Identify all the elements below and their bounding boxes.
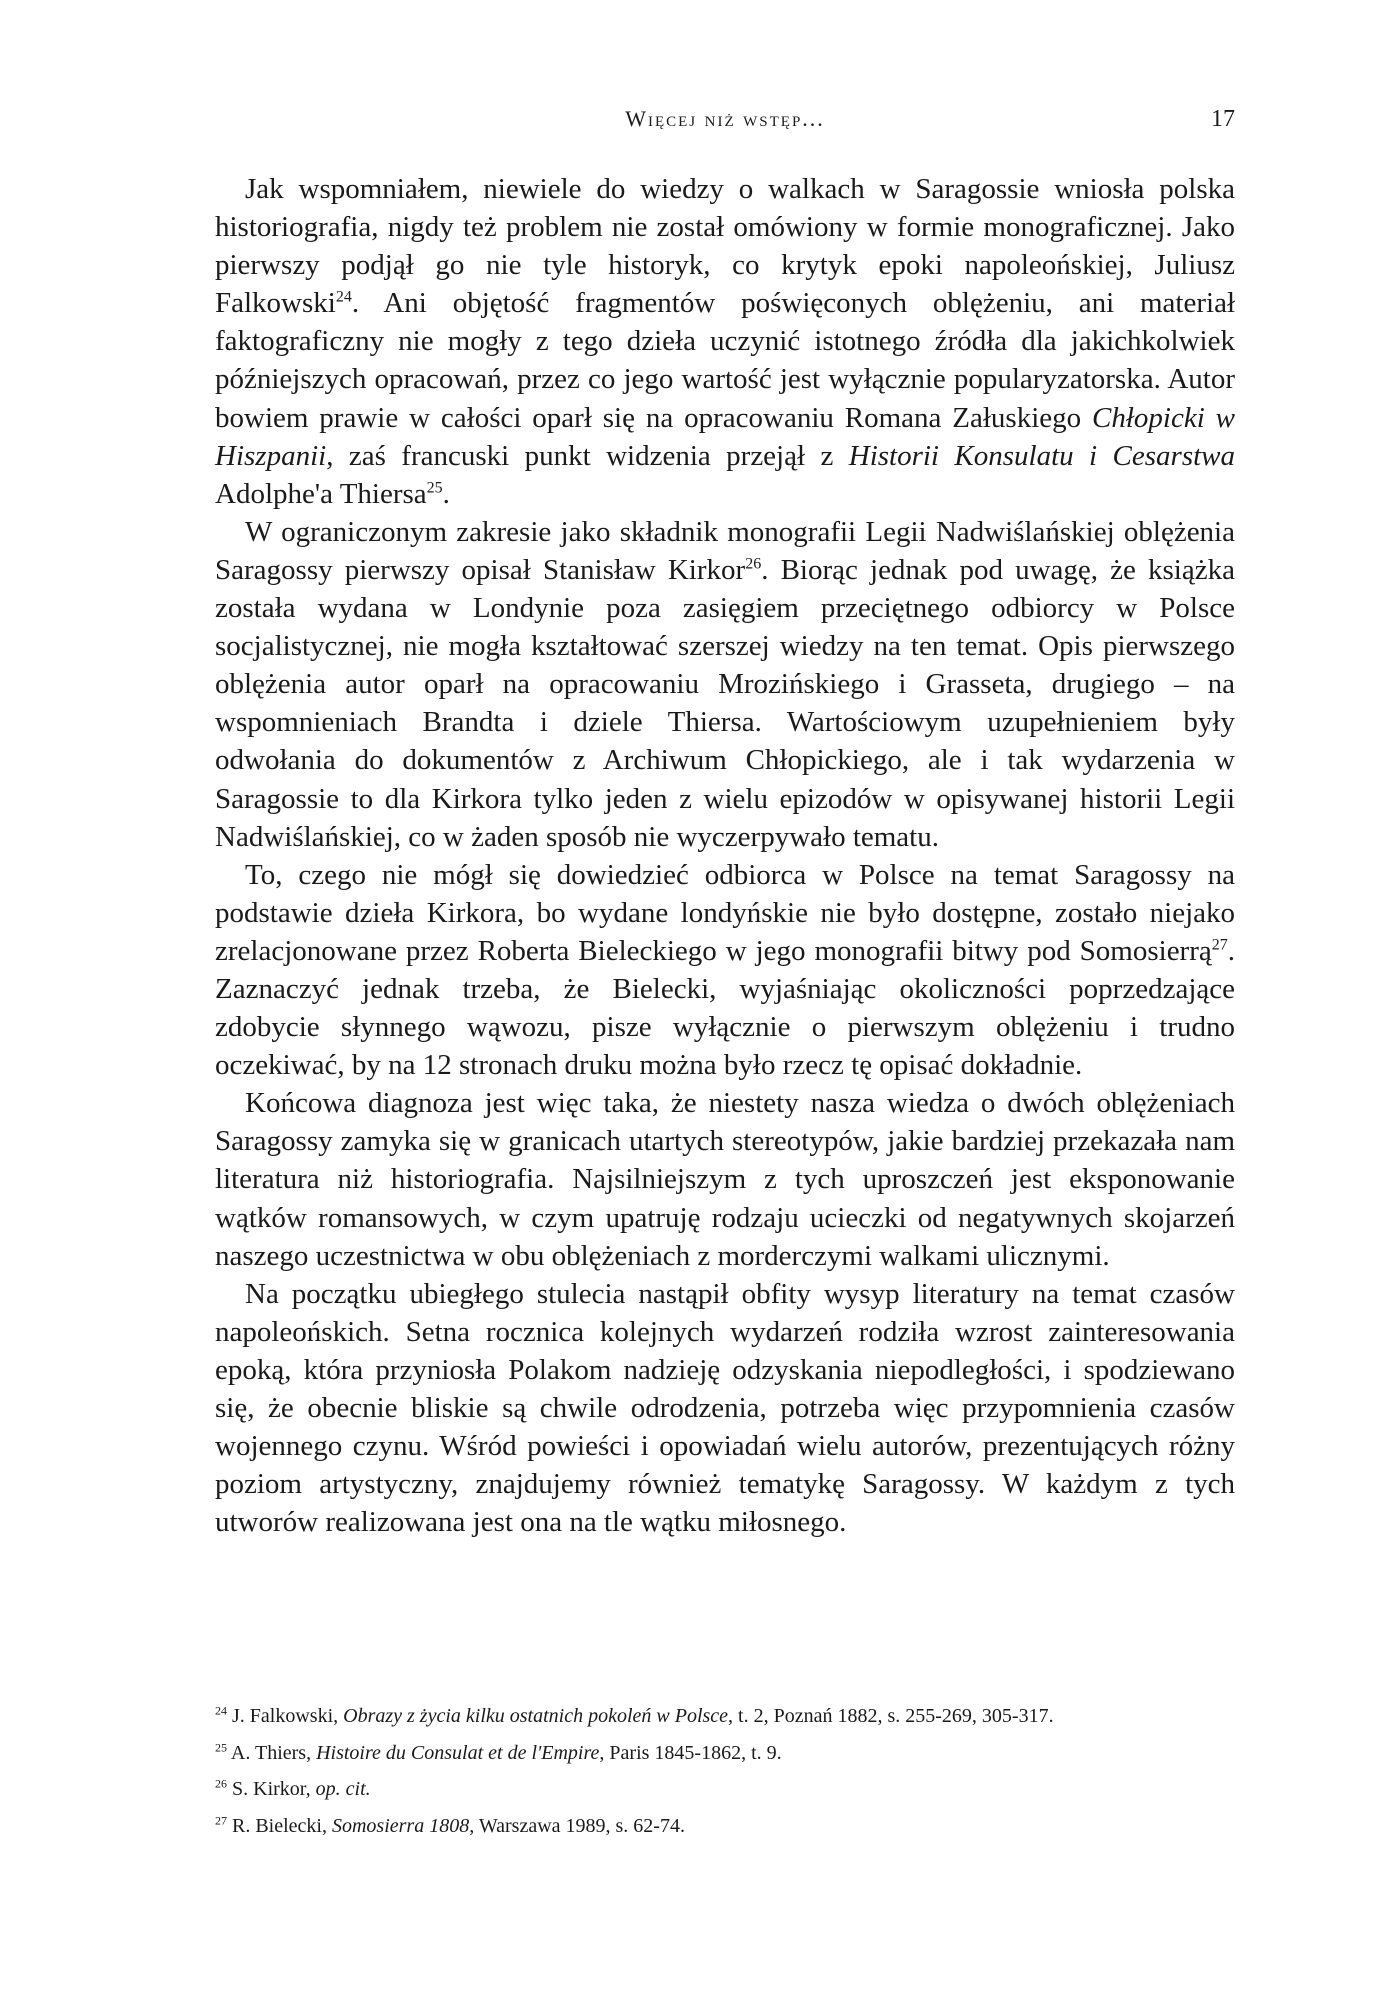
running-head (215, 106, 1235, 146)
text-run: . (442, 477, 450, 510)
text-run: . Zaznaczyć jednak trzeba, że Bielecki, wyjaśniając okoliczności poprzedzające zdobycie słynnego wąwozu, pisze wyłącznie o pierwszym oblężeniu i trudno oczekiwać, by na 12 stronach druku można było rzecz tę opisać dokładnie. (215, 934, 1235, 1082)
italic-title: Somosierra 1808 (331, 1815, 470, 1838)
italic-title: Histoire du Consulat et de l'Empire (316, 1741, 600, 1764)
footnote-ref: 25 (215, 1740, 227, 1755)
footnotes (215, 1698, 1235, 1845)
text-run: . Ani objętość fragmentów poświęconych oblężeniu, ani materiał faktograficzny nie mogły z tego dzieła uczynić istotnego źródła dla jakichkolwiek późniejszych opracowań, przez co jego wartość jest wyłącznie popularyzatorska. Autor bowiem prawie w całości oparł się na opracowaniu Romana Załuskiego (215, 287, 1235, 434)
footnote (215, 1771, 1235, 1808)
text-run: R. Bielecki, (227, 1815, 332, 1838)
page-number: 17 (1211, 106, 1235, 132)
footnote (215, 1808, 1235, 1845)
text-run: Jak wspomniałem, niewiele do wiedzy o walkach w Saragossie wniosła polska historiografia, nigdy też problem nie został omówiony w formie monograficznej. Jako pierwszy podjął go nie tyle historyk, co krytyk epoki napoleońskiej, Juliusz Falkowski (215, 173, 1235, 320)
footnote (215, 1735, 1235, 1772)
text-run: , Warszawa 1989, s. 62-74. (469, 1815, 685, 1838)
footnote-ref: 25 (426, 479, 443, 497)
paragraph (215, 1084, 1235, 1274)
footnote-ref: 24 (335, 288, 352, 306)
text-run: Adolphe'a Thiersa (215, 477, 427, 510)
footnote-ref: 27 (215, 1813, 227, 1828)
running-title: Więcej niż wstęp... (625, 106, 825, 131)
footnote-ref: 24 (215, 1703, 227, 1718)
text-run: To, czego nie mógł się dowiedzieć odbiorca w Polsce na temat Saragossy na podstawie dzieła Kirkora, bo wydane londyńskie nie było dostępne, zostało niejako zrelacjonowane przez Roberta Bieleckiego w jego monografii bitwy pod Somosierrą (215, 858, 1235, 967)
text-run: A. Thiers, (227, 1741, 317, 1764)
text-run: S. Kirkor, (227, 1778, 316, 1801)
paragraph (215, 170, 1235, 513)
text-run: , t. 2, Poznań 1882, s. 255-269, 305-317. (728, 1705, 1054, 1727)
paragraph (215, 1275, 1235, 1542)
footnote-ref: 26 (215, 1776, 227, 1791)
body-text (215, 170, 1235, 1541)
text-run: , Paris 1845-1862, t. 9. (599, 1741, 782, 1764)
text-run: , zaś francuski punkt widzenia przejął z (326, 439, 849, 472)
footnote (215, 1698, 1235, 1735)
paragraph (215, 513, 1235, 856)
italic-title: Obrazy z życia kilku ostatnich pokoleń w Polsce (343, 1705, 729, 1727)
italic-title: Historii Konsulatu i Cesarstwa (848, 439, 1236, 472)
text-run: W ograniczonym zakresie jako składnik monografii Legii Nadwiślańskiej oblężenia Saragossy pierwszy opisał Stanisław Kirkor (215, 515, 1235, 586)
footnote-ref: 27 (1211, 936, 1228, 954)
italic-title: op. cit. (315, 1778, 371, 1801)
text-run: Na początku ubiegłego stulecia nastąpił obfity wysyp literatury na temat czasów napoleońskich. Setna rocznica kolejnych wydarzeń rodziła wzrost zainteresowania epoką, która przyniosła Polakom nadzieję odzyskania niepodległości, i spodziewano się, że obecnie bliskie są chwile odrodzenia, potrzeba więc przypomnienia czasów wojennego czynu. Wśród powieści i opowiadań wielu autorów, prezentujących różny poziom artystyczny, znajdujemy również tematykę Saragossy. W każdym z tych utworów realizowana jest ona na tle wątku miłosnego. (215, 1277, 1235, 1539)
italic-title: Chłopicki w Hiszpanii (215, 401, 1235, 472)
footnote-ref: 26 (745, 555, 762, 573)
text-run: . Biorąc jednak pod uwagę, że książka została wydana w Londynie poza zasięgiem przeciętnego odbiorcy w Polsce socjalistycznej, nie mogła kształtować szerszej wiedzy na ten temat. Opis pierwszego oblężenia autor oparł na opracowaniu Mrozińskiego i Grasseta, drugiego – na wspomnieniach Brandta i dziele Thiersa. Wartościowym uzupełnieniem były odwołania do dokumentów z Archiwum Chłopickiego, ale i tak wydarzenia w Saragossie to dla Kirkora tylko jeden z wielu epizodów w opisywanej historii Legii Nadwiślańskiej, co w żaden sposób nie wyczerpywało tematu. (215, 553, 1235, 853)
paragraph (215, 856, 1235, 1085)
text-run: J. Falkowski, (227, 1705, 344, 1727)
text-run: Końcowa diagnoza jest więc taka, że niestety nasza wiedza o dwóch oblężeniach Saragossy zamyka się w granicach utartych stereotypów, jakie bardziej przekazała nam literatura niż historiografia. Najsilniejszym z tych uproszczeń jest eksponowanie wątków romansowych, w czym upatruję rodzaju ucieczki od negatywnych skojarzeń naszego uczestnictwa w obu oblężeniach z morderczymi walkami ulicznymi. (215, 1087, 1235, 1272)
